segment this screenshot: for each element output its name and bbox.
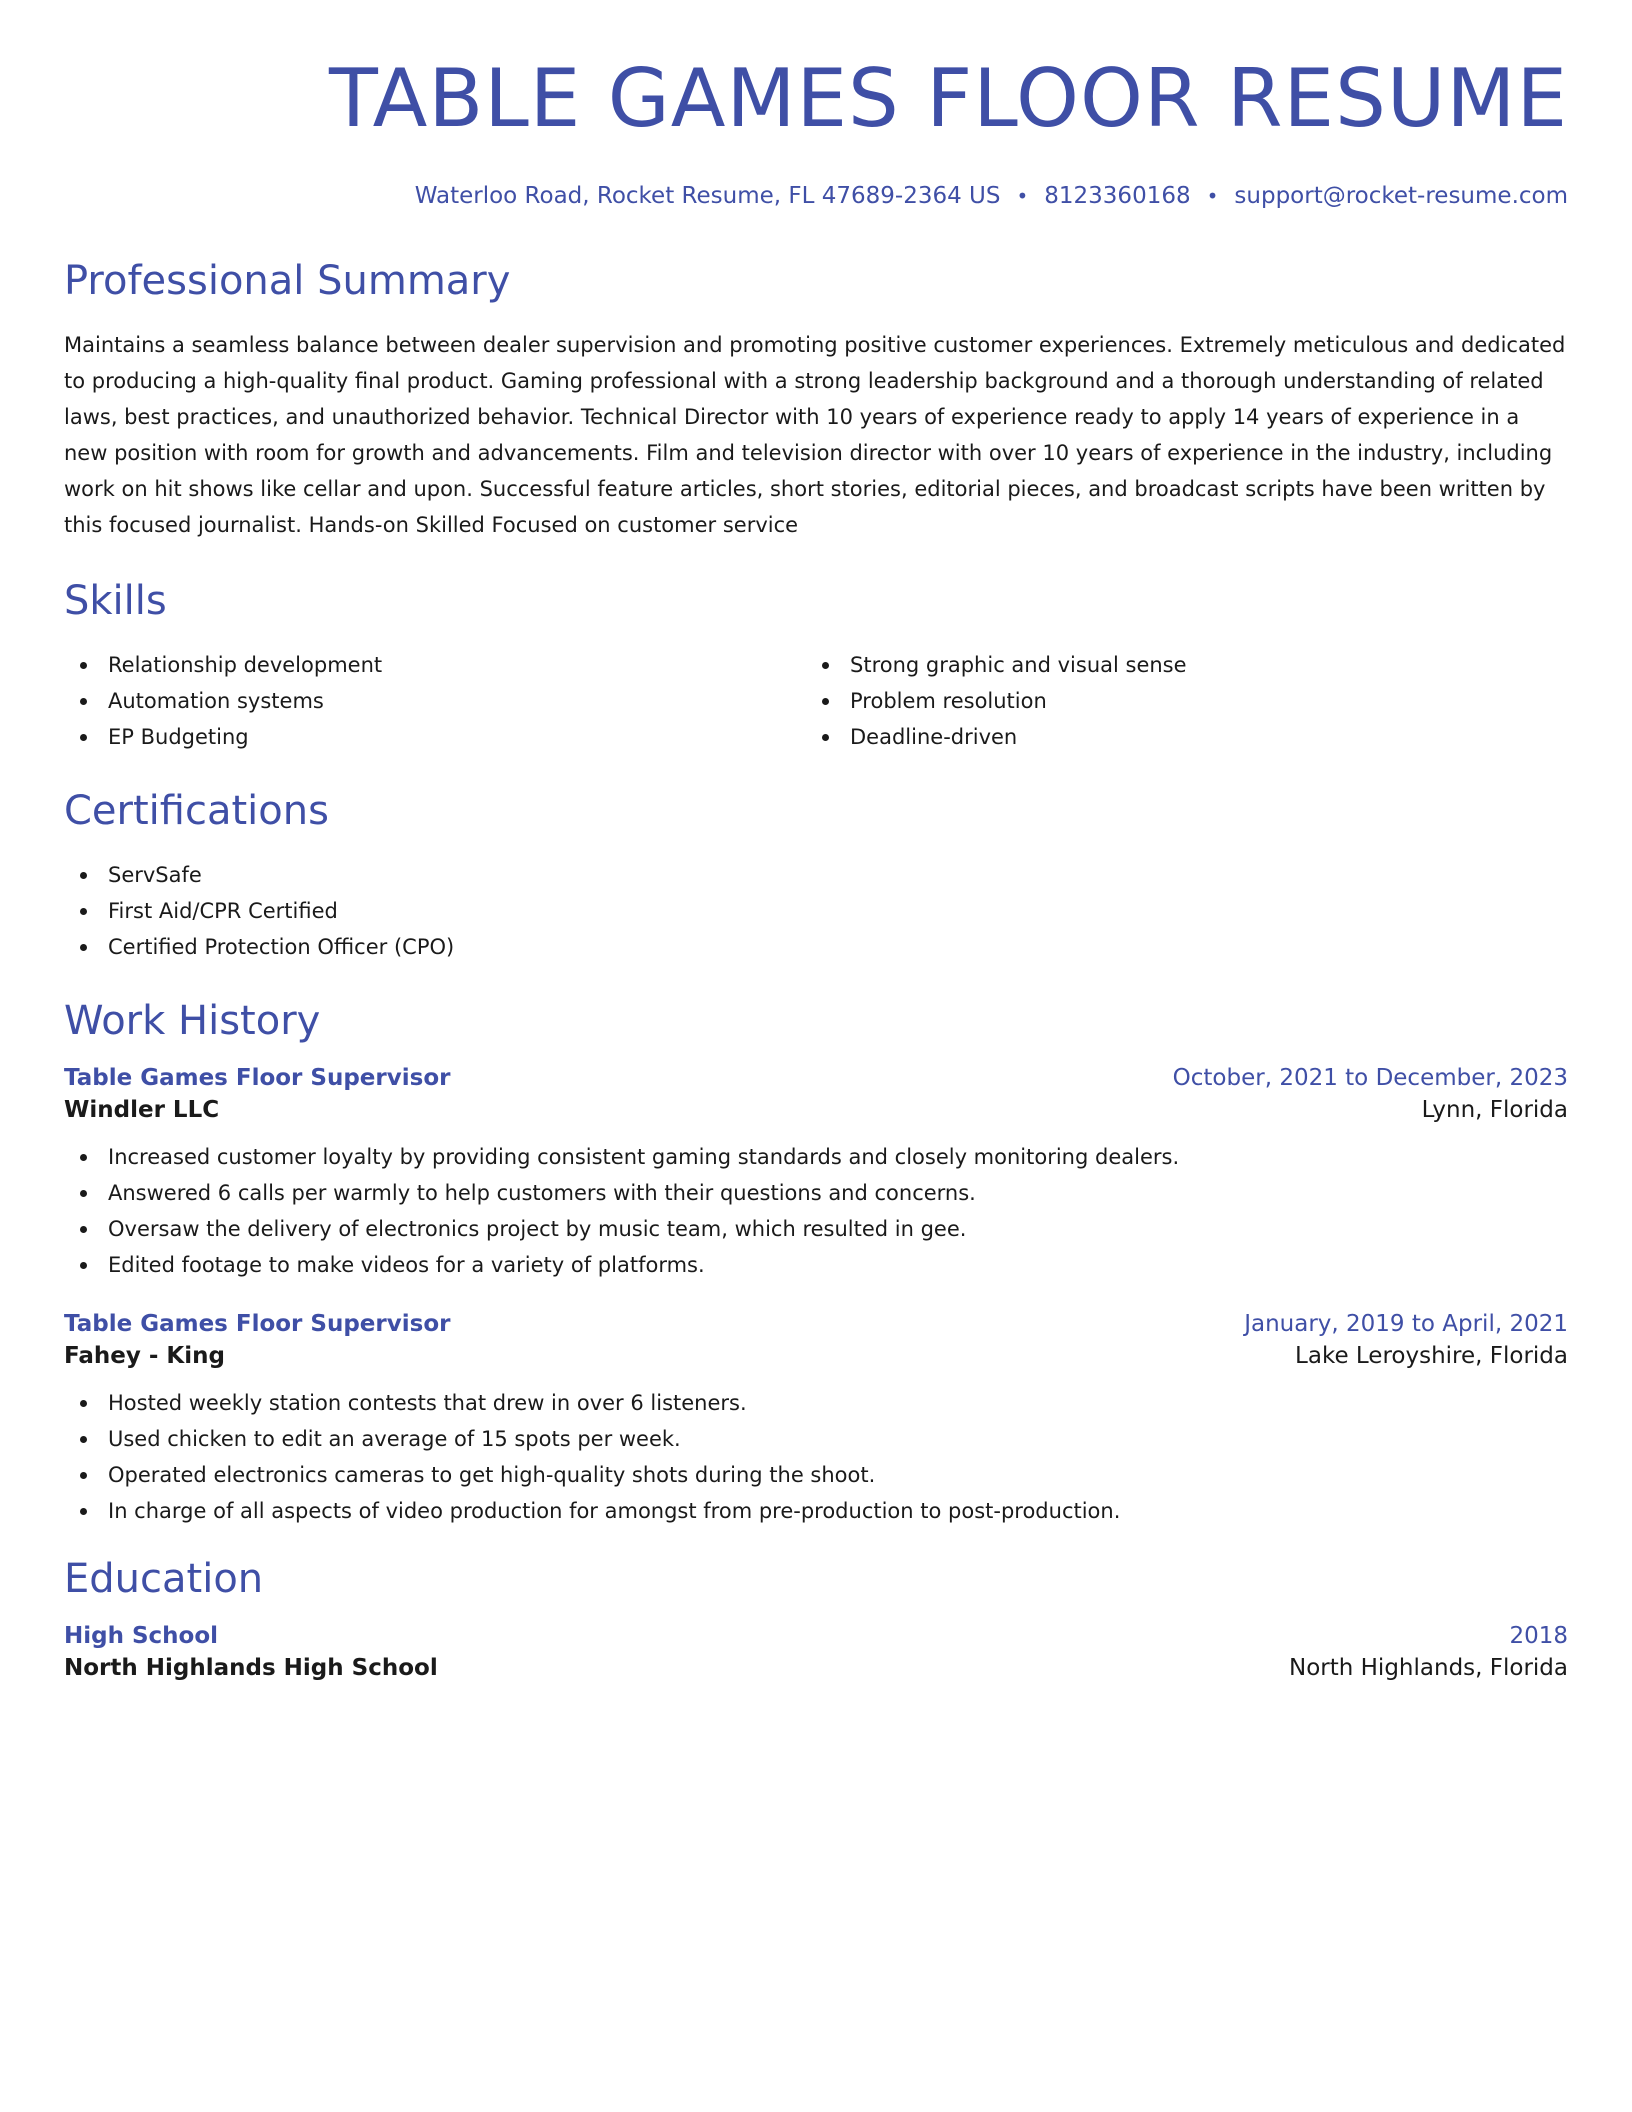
job-bullets [64, 1139, 1568, 1283]
list-item: Relationship development [64, 647, 816, 683]
job-bullets [64, 1385, 1568, 1529]
section-title-skills: Skills [64, 578, 167, 624]
list-item: In charge of all aspects of video production for amongst from pre-production to post-production. [64, 1493, 1568, 1529]
list-item: Certified Protection Officer (CPO) [64, 929, 1568, 965]
education-degree: High School [64, 1623, 219, 1649]
job-company: Fahey - King [64, 1343, 225, 1369]
contact-separator: • [1016, 184, 1029, 208]
list-item: Automation systems [64, 683, 816, 719]
section-title-summary: Professional Summary [64, 258, 511, 304]
contact-separator: • [1206, 184, 1219, 208]
job-dates: January, 2019 to April, 2021 [1244, 1311, 1568, 1337]
job-header [64, 1311, 1568, 1337]
job-location: Lynn, Florida [1421, 1097, 1568, 1123]
education-subheader [64, 1655, 1568, 1681]
job-company: Windler LLC [64, 1097, 220, 1123]
job-location: Lake Leroyshire, Florida [1295, 1343, 1568, 1369]
contact-email[interactable]: support@rocket-resume.com [1234, 183, 1568, 209]
list-item: Oversaw the delivery of electronics project by music team, which resulted in gee. [64, 1211, 1568, 1247]
list-item: Operated electronics cameras to get high-quality shots during the shoot. [64, 1457, 1568, 1493]
list-item: Strong graphic and visual sense [806, 647, 1558, 683]
list-item: First Aid/CPR Certified [64, 893, 1568, 929]
summary-text: Maintains a seamless balance between dealer supervision and promoting positive customer experiences. Extremely meticulous and dedicated to producing a high-quality final product. Gaming professional with a strong leadership background and a thorough understanding of related laws, best practices, and unauthorized behavior. Technical Director with 10 years of experience ready to apply 14 years of experience in a new position with room for growth and advancements. Film and television director with over 10 years of experience in the industry, including work on hit shows like cellar and upon. Successful feature articles, short stories, editorial pieces, and broadcast scripts have been written by this focused journalist. Hands-on Skilled Focused on customer service [64, 333, 1566, 537]
education-header [64, 1623, 1568, 1649]
skills-list-left [64, 647, 816, 755]
job-dates: October, 2021 to December, 2023 [1172, 1065, 1568, 1091]
job-entry [64, 1311, 1568, 1529]
job-entry [64, 1065, 1568, 1283]
list-item: Increased customer loyalty by providing consistent gaming standards and closely monitoring dealers. [64, 1139, 1568, 1175]
list-item: ServSafe [64, 857, 1568, 893]
skills-list-right [806, 647, 1558, 755]
list-item: Used chicken to edit an average of 15 spots per week. [64, 1421, 1568, 1457]
contact-phone: 8123360168 [1044, 183, 1191, 209]
education-school: North Highlands High School [64, 1655, 438, 1681]
section-title-work-history: Work History [64, 998, 321, 1044]
section-title-education: Education [64, 1556, 264, 1602]
list-item: EP Budgeting [64, 719, 816, 755]
job-header [64, 1065, 1568, 1091]
job-title: Table Games Floor Supervisor [64, 1065, 451, 1091]
certifications-list [64, 857, 1568, 965]
job-subheader [64, 1343, 1568, 1369]
section-title-certifications: Certifications [64, 788, 329, 834]
education-entry [64, 1623, 1568, 1681]
list-item: Answered 6 calls per warmly to help customers with their questions and concerns. [64, 1175, 1568, 1211]
list-item: Problem resolution [806, 683, 1558, 719]
education-year: 2018 [1509, 1623, 1568, 1649]
education-location: North Highlands, Florida [1289, 1655, 1568, 1681]
job-title: Table Games Floor Supervisor [64, 1311, 451, 1337]
skills-grid [64, 647, 1568, 755]
list-item: Hosted weekly station contests that drew in over 6 listeners. [64, 1385, 1568, 1421]
contact-address: Waterloo Road, Rocket Resume, FL 47689-2364 US [414, 183, 1001, 209]
list-item: Deadline-driven [806, 719, 1558, 755]
contact-line [64, 183, 1568, 209]
resume-name: TABLE GAMES FLOOR RESUME [328, 52, 1568, 145]
job-subheader [64, 1097, 1568, 1123]
list-item: Edited footage to make videos for a variety of platforms. [64, 1247, 1568, 1283]
